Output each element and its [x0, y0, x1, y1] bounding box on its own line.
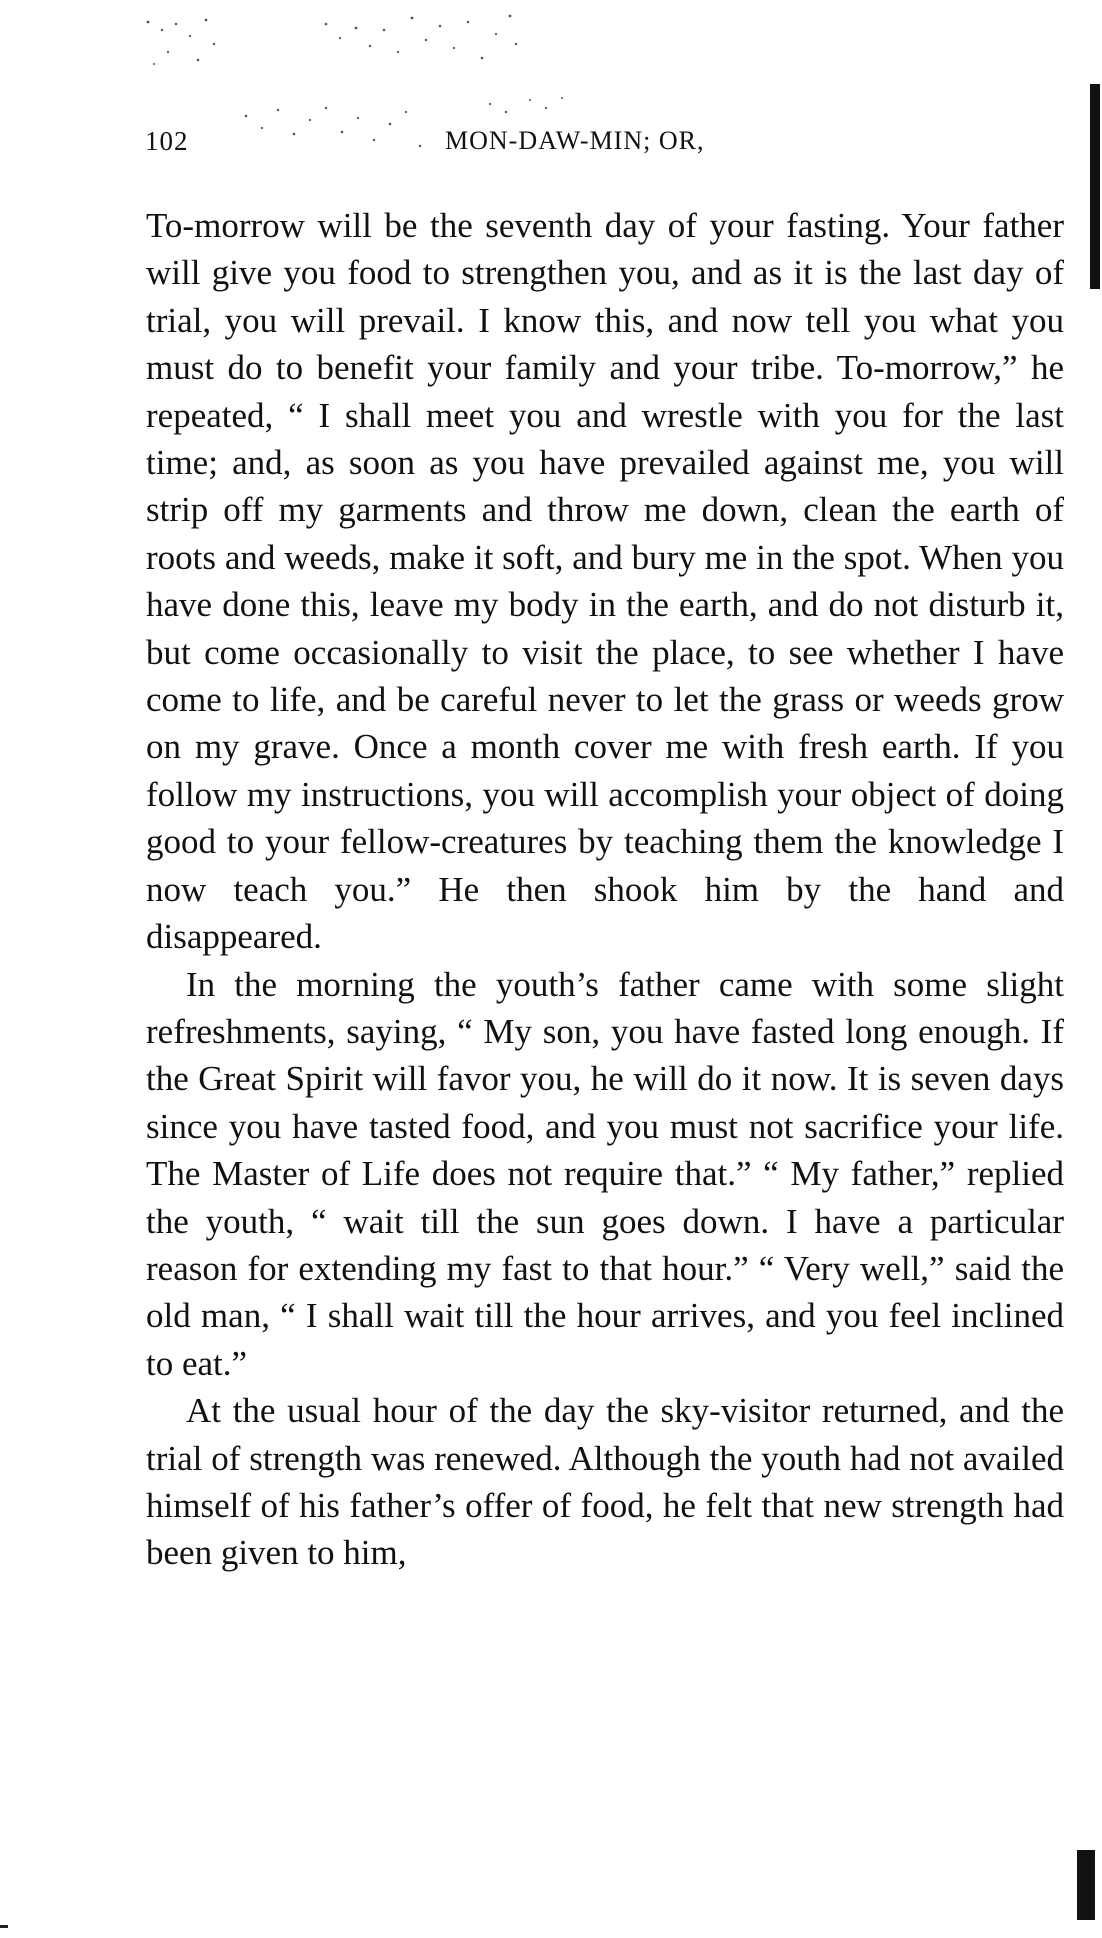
paragraph: To-morrow will be the seventh day of your fasting. Your father will give you food to strengthen you, and as it is the last day of trial, you will prevail. I know this, and now tell you what you must do to benefit your family and your tribe. To-morrow,” he repeated, “ I shall meet you and wrestle with you for the last time; and, as soon as you have prevailed against me, you will strip off my garments and throw me down, clean the earth of roots and weeds, make it soft, and bury me in the spot. When you have done this, leave my body in the earth, and do not disturb it, but come occasionally to visit the place, to see whether I have come to life, and be careful never to let the grass or weeds grow on my grave. Once a month cover me with fresh earth. If you follow my instructions, you will accomplish your object of doing good to your fellow-creatures by teaching them the knowledge I now teach you.” He then shook him by the hand and disappeared. [146, 206, 1064, 957]
margin-tick [0, 1925, 8, 1928]
body-text [146, 202, 1064, 1577]
page-edge-mark [1090, 84, 1100, 289]
page-number: 102 [145, 126, 189, 156]
corner-ink-mark [1077, 1850, 1095, 1920]
page-header [145, 126, 1085, 170]
paragraph: At the usual hour of the day the sky-visitor returned, and the trial of strength was renewed. Although the youth had not availed himself of his father’s offer of food, he felt that new strength had been given to him, [146, 1391, 1064, 1573]
paragraph: In the morning the youth’s father came with some slight refreshments, saying, “ My son, you have fasted long enough. If the Great Spirit will favor you, he will do it now. It is seven days since you have tasted food, and you must not sacrifice your life. The Master of Life does not require that.” “ My father,” replied the youth, “ wait till the sun goes down. I have a particular reason for extending my fast to that hour.” “ Very well,” said the old man, “ I shall wait till the hour arrives, and you feel inclined to eat.” [146, 964, 1064, 1383]
running-title: MON-DAW-MIN; OR, [445, 126, 705, 155]
print-speckles [0, 0, 1102, 200]
